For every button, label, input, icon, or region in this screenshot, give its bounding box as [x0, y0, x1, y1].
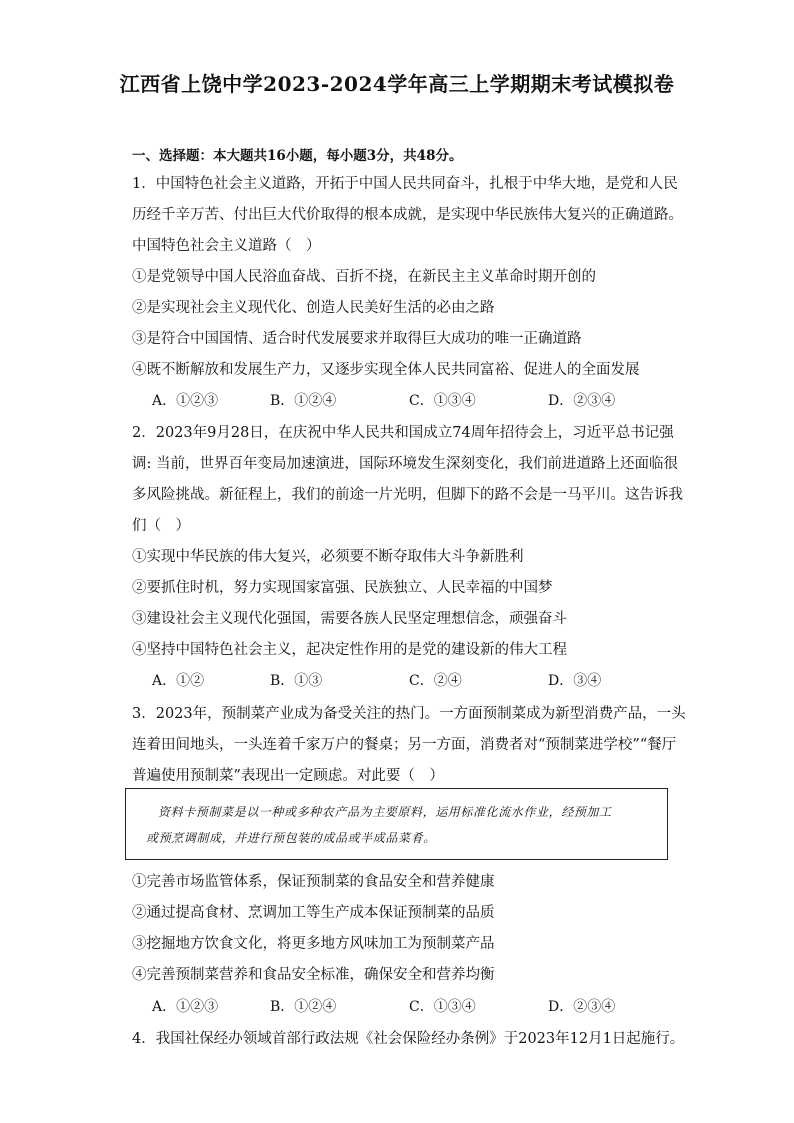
q1-line-1: 1．中国特色社会主义道路，开拓于中国人民共同奋斗，扎根于中华大地，是党和人民: [132, 176, 678, 192]
q3-option-b[interactable]: B．①②④: [270, 999, 337, 1015]
q2-option-b[interactable]: B．①③: [270, 673, 323, 689]
q2-choice-1: ①实现中华民族的伟大复兴，必须要不断夺取伟大斗争新胜利: [132, 549, 524, 565]
q1-option-d[interactable]: D．②③④: [548, 393, 616, 409]
q3-option-c[interactable]: C．①③④: [409, 999, 476, 1015]
info-card-line-2: 或预烹调制成，并进行预包装的成品或半成品菜肴。: [146, 831, 436, 845]
q3-choice-2: ②通过提高食材、烹调加工等生产成本保证预制菜的品质: [132, 905, 495, 921]
q1-choice-4: ④既不断解放和发展生产力，又逐步实现全体人民共同富裕、促进人的全面发展: [132, 362, 640, 378]
q1-choice-2: ②是实现社会主义现代化、创造人民美好生活的必由之路: [132, 300, 495, 316]
q2-line-1: 2．2023年9月28日，在庆祝中华人民共和国成立74周年招待会上，习近平总书记强: [132, 425, 674, 441]
q2-choice-2: ②要抓住时机，努力实现国家富强、民族独立、人民幸福的中国梦: [132, 580, 553, 596]
q3-line-1: 3．2023年，预制菜产业成为备受关注的热门。一方面预制菜成为新型消费产品，一头: [132, 706, 686, 722]
q3-option-d[interactable]: D．②③④: [548, 999, 616, 1015]
q3-choice-3: ③挖掘地方饮食文化，将更多地方风味加工为预制菜产品: [132, 936, 495, 952]
page-title: 江西省上饶中学2023-2024学年高三上学期期末考试模拟卷: [119, 72, 675, 96]
q2-line-2: 调: 当前，世界百年变局加速演进，国际环境发生深刻变化，我们前进道路上还面临很: [132, 456, 678, 472]
q3-choice-4: ④完善预制菜营养和食品安全标准，确保安全和营养均衡: [132, 967, 495, 983]
q1-line-3: 中国特色社会主义道路（ ）: [132, 238, 321, 254]
q2-option-d[interactable]: D．③④: [548, 673, 602, 689]
q2-line-3: 多风险挑战。新征程上，我们的前途一片光明，但脚下的路不会是一马平川。这告诉我: [132, 487, 683, 503]
q1-option-b[interactable]: B．①②④: [270, 393, 337, 409]
q2-choice-4: ④坚持中国特色社会主义，起决定性作用的是党的建设新的伟大工程: [132, 642, 567, 658]
q1-option-a[interactable]: A．①②③: [152, 393, 219, 409]
q3-choice-1: ①完善市场监管体系，保证预制菜的食品安全和营养健康: [132, 874, 495, 890]
q1-choice-3: ③是符合中国国情、适合时代发展要求并取得巨大成功的唯一正确道路: [132, 331, 582, 347]
q1-line-2: 历经千辛万苦、付出巨大代价取得的根本成就，是实现中华民族伟大复兴的正确道路。: [132, 207, 683, 223]
section-heading: 一、选择题：本大题共16小题，每小题3分，共48分。: [132, 148, 463, 164]
info-card: [125, 788, 668, 860]
q2-option-c[interactable]: C．②④: [409, 673, 462, 689]
q1-choice-1: ①是党领导中国人民浴血奋战、百折不挠，在新民主主义革命时期开创的: [132, 269, 596, 285]
q3-line-3: 普遍使用预制菜”表现出一定顾虑。对此要（ ）: [132, 768, 444, 784]
q4-line-1: 4．我国社保经办领域首部行政法规《社会保险经办条例》于2023年12月1日起施行。: [132, 1031, 685, 1047]
info-card-line-1: 资料卡预制菜是以一种或多种农产品为主要原料，运用标准化流水作业，经预加工: [158, 805, 612, 819]
q3-line-2: 连着田间地头，一头连着千家万户的餐桌；另一方面，消费者对“预制菜进学校”“餐厅: [132, 737, 677, 753]
info-card-text: [146, 799, 656, 851]
q2-option-a[interactable]: A．①②: [152, 673, 205, 689]
q3-option-a[interactable]: A．①②③: [152, 999, 219, 1015]
q2-choice-3: ③建设社会主义现代化强国，需要各族人民坚定理想信念，顽强奋斗: [132, 611, 567, 627]
q1-option-c[interactable]: C．①③④: [409, 393, 476, 409]
q2-line-4: 们（ ）: [132, 518, 190, 534]
